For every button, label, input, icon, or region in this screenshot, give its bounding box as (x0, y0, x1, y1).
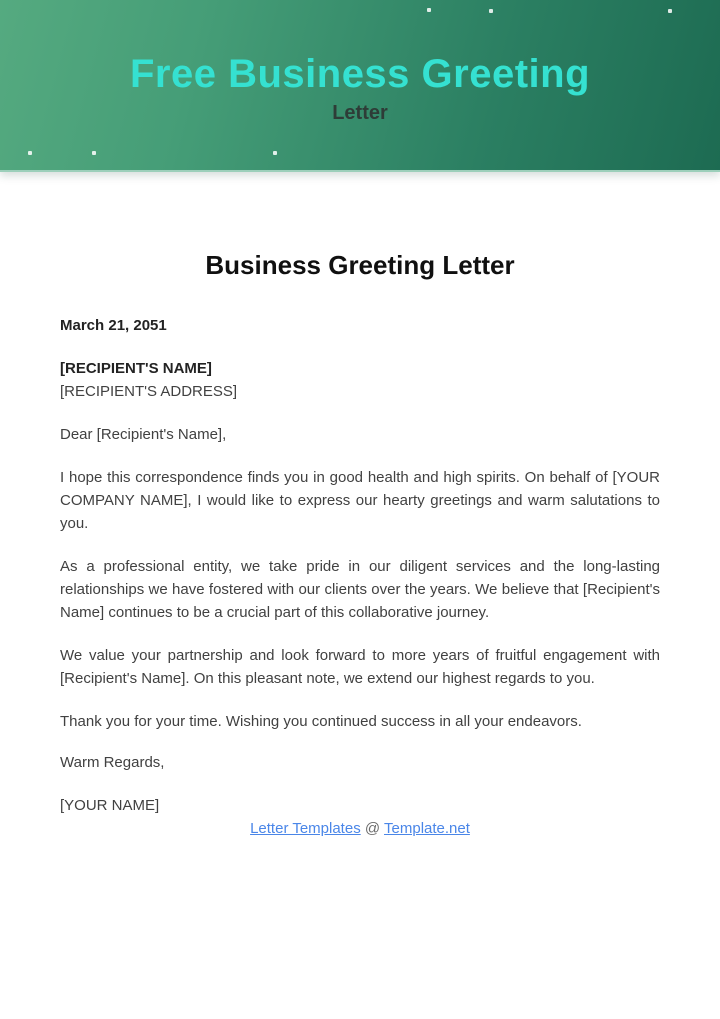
banner (0, 0, 720, 172)
letter-heading: Business Greeting Letter (205, 250, 515, 280)
banner-subtitle: Letter (332, 102, 388, 124)
recipient-name: [RECIPIENT'S NAME] (60, 360, 212, 377)
salutation: Dear [Recipient's Name], (60, 426, 227, 443)
signature-placeholder: [YOUR NAME] (60, 797, 160, 814)
banner-title: Free Business Greeting (129, 52, 591, 96)
decorative-dot (28, 151, 32, 155)
paragraph-3: We value your partnership and look forward to more years of fruitful engagement with [Recipient's Name]. On this pleasant note, we extend our highest regards to you. (60, 647, 660, 687)
letter-document (0, 250, 720, 840)
paragraph-2: As a professional entity, we take pride in our diligent services and the long-lasting relationships we have fostered with our clients over the years. We believe that [Recipient's Name] continues to be a crucial part of this collaborative journey. (60, 558, 660, 621)
decorative-dot (668, 9, 672, 13)
decorative-dot (489, 9, 493, 13)
paragraph-1: I hope this correspondence finds you in good health and high spirits. On behalf of [YOUR COMPANY NAME], I would like to express our hearty greetings and warm salutations to you. (60, 469, 660, 532)
closing: Warm Regards, (60, 754, 165, 771)
decorative-dot (92, 151, 96, 155)
decorative-dot (273, 151, 277, 155)
paragraph-4: Thank you for your time. Wishing you continued success in all your endeavors. (60, 713, 582, 730)
letter-date: March 21, 2051 (60, 317, 167, 334)
letter-templates-link[interactable]: Letter Templates (250, 820, 361, 837)
template-net-link[interactable]: Template.net (384, 820, 470, 837)
decorative-dot (427, 8, 431, 12)
at-separator: @ (364, 820, 381, 837)
footer-credit (60, 817, 660, 840)
recipient-address: [RECIPIENT'S ADDRESS] (60, 383, 238, 400)
